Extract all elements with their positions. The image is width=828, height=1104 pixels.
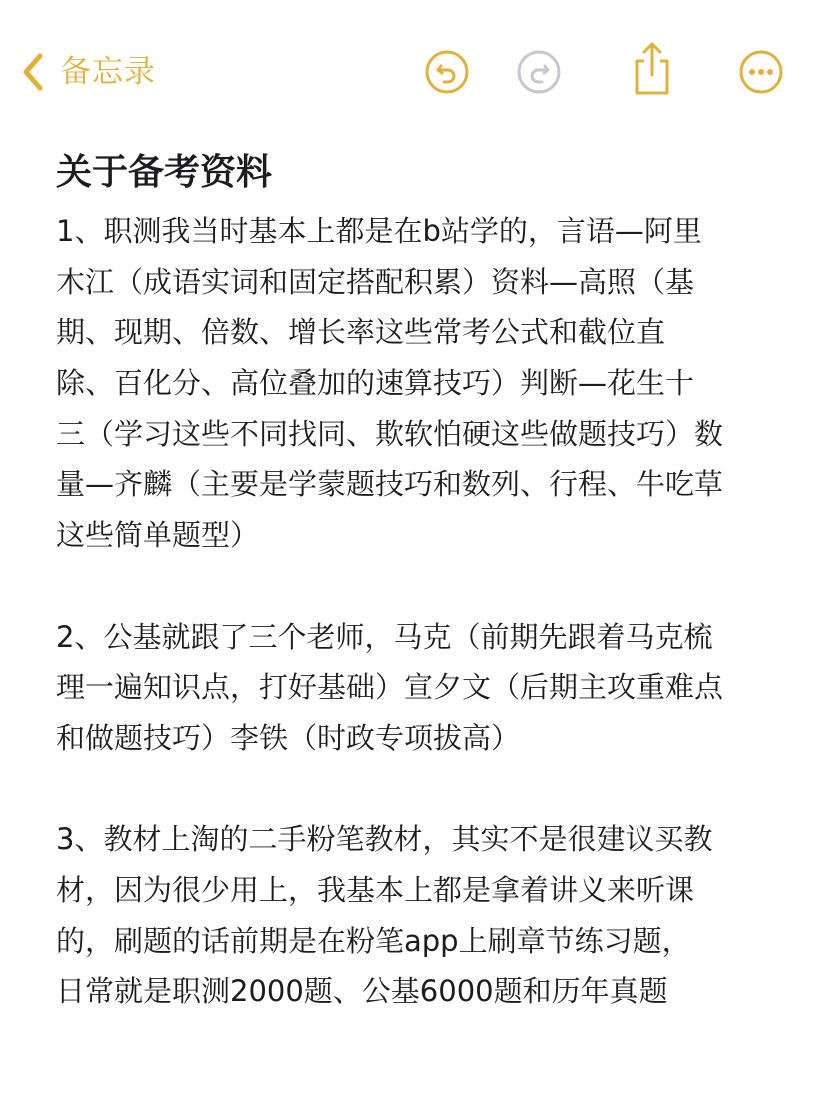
note-line[interactable]: 期、现期、倍数、增长率这些常考公式和截位直	[56, 315, 666, 350]
note-line[interactable]: 木江（成语实词和固定搭配积累）资料—高照（基	[56, 264, 695, 299]
note-line[interactable]: 量—齐麟（主要是学蒙题技巧和数列、行程、牛吃草	[56, 467, 724, 502]
blank-line	[56, 764, 796, 815]
note-line[interactable]: 和做题技巧）李铁（时政专项拔高）	[56, 720, 521, 755]
note-line[interactable]: 材，因为很少用上，我基本上都是拿着讲义来听课	[56, 872, 695, 907]
undo-button[interactable]	[419, 44, 475, 100]
blank-line	[56, 561, 796, 612]
back-button[interactable]	[20, 46, 156, 98]
share-icon	[629, 39, 675, 97]
note-line[interactable]: 3、教材上淘的二手粉笔教材，其实不是很建议买教	[56, 822, 713, 857]
more-button[interactable]	[733, 44, 789, 100]
undo-icon	[424, 49, 470, 95]
navigation-bar	[0, 0, 828, 144]
note-line[interactable]: 2、公基就跟了三个老师，马克（前期先跟着马克梳	[56, 619, 713, 654]
note-line[interactable]: 1、职测我当时基本上都是在b站学的，言语—阿里	[56, 214, 702, 248]
note-line[interactable]: 日常就是职测2000题、公基6000题和历年真题	[56, 974, 668, 1009]
note-title[interactable]: 关于备考资料	[56, 152, 273, 193]
note-line[interactable]: 三（学习这些不同找同、欺软怕硬这些做题技巧）数	[56, 416, 724, 451]
note-line[interactable]: 这些简单题型）	[56, 518, 260, 553]
back-button-label: 备忘录	[60, 54, 156, 90]
note-line[interactable]: 理一遍知识点，打好基础）宣夕文（后期主攻重难点	[56, 670, 724, 705]
note-content[interactable]	[56, 144, 796, 1017]
more-icon	[738, 49, 784, 95]
redo-button[interactable]	[511, 44, 567, 100]
note-line[interactable]: 的，刷题的话前期是在粉笔app上刷章节练习题，	[56, 923, 691, 958]
share-button[interactable]	[624, 40, 680, 96]
chevron-left-icon	[20, 52, 46, 92]
note-line[interactable]: 除、百化分、高位叠加的速算技巧）判断—花生十	[56, 366, 695, 401]
redo-icon	[516, 49, 562, 95]
note-body[interactable]	[56, 206, 796, 1017]
